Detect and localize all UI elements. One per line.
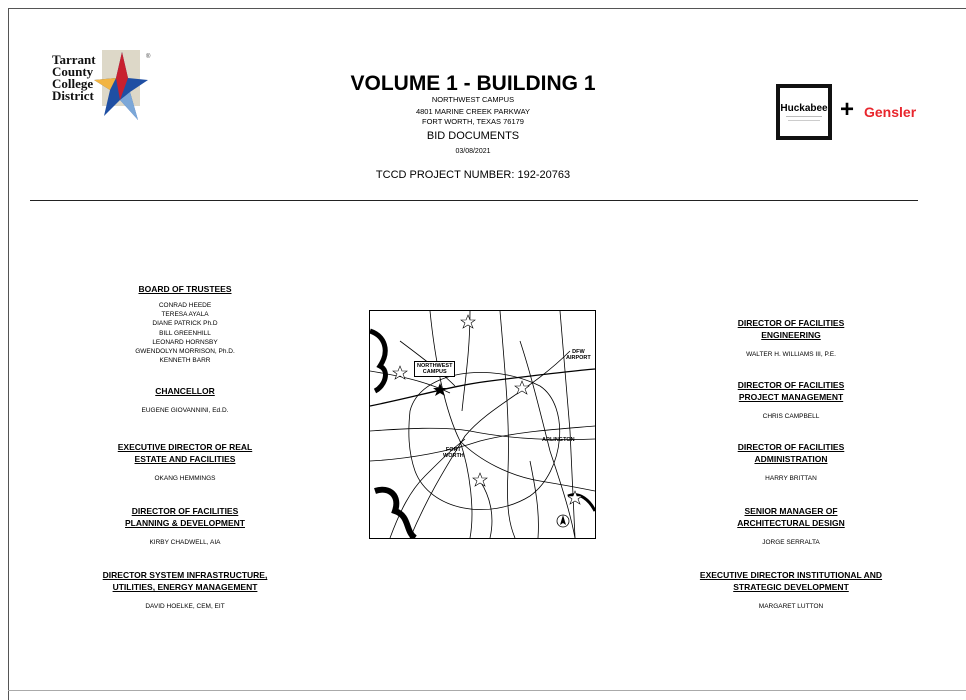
map-label-dfw-airport [566,349,591,361]
trustee-name: KENNETH BARR [159,357,211,365]
campus-name: NORTHWEST CAMPUS [431,95,515,104]
project-number: TCCD PROJECT NUMBER: 192-20763 [375,169,571,181]
bid-documents-label: BID DOCUMENTS [426,130,520,142]
board-of-trustees-section [70,283,300,365]
section-heading-line: ARCHITECTURAL DESIGN [737,518,845,528]
map-label-line: NORTHWEST [417,363,453,369]
street-address: 4801 MARINE CREEK PARKWAY [415,107,531,116]
person-name: WALTER H. WILLIAMS III, P.E. [746,351,836,358]
map-label-line: CAMPUS [422,369,447,375]
section-heading-line: UTILITIES, ENERGY MANAGEMENT [112,582,258,592]
map-label-line: DFW [572,349,585,355]
trustee-name: CONRAD HEEDE [158,302,212,309]
logo-tagline-line [786,116,822,117]
page-border-top [8,8,966,9]
person-name: KIRBY CHADWELL, AIA [149,539,221,546]
senior-manager-design-section [676,505,906,546]
logo-line: County [52,64,94,79]
location-map [369,310,596,539]
trustee-name: TERESA AYALA [161,311,209,319]
registered-mark: ® [146,54,151,60]
section-heading-line: ADMINISTRATION [754,454,828,464]
map-label-northwest-campus [414,361,455,377]
person-name: DAVID HOELKE, CEM, EIT [145,603,225,610]
road-network [370,311,595,538]
side-margin-note [1,590,7,690]
section-heading-line: DIRECTOR SYSTEM INFRASTRUCTURE, [102,570,268,580]
huckabee-name: Huckabee [780,103,828,114]
exec-director-real-estate-section [70,441,300,482]
section-heading-line: EXECUTIVE DIRECTOR OF REAL [117,442,253,452]
section-heading-line: PLANNING & DEVELOPMENT [125,518,245,528]
section-heading-line: DIRECTOR OF FACILITIES [131,506,239,516]
plus-sign: + [840,96,855,123]
person-name: EUGENE GIOVANNINI, Ed.D. [141,407,229,414]
section-heading-line: STRATEGIC DEVELOPMENT [733,582,849,592]
section-heading-line: ESTATE AND FACILITIES [134,454,236,464]
document-title: VOLUME 1 - BUILDING 1 [350,72,596,95]
section-heading-line: DIRECTOR OF FACILITIES [737,442,845,452]
trustee-name: LEONARD HORNSBY [152,338,218,346]
director-administration-section [676,441,906,482]
logo-line: College [52,76,94,91]
gensler-logo: Gensler [864,104,917,120]
person-name: OKANG HEMMINGS [154,475,216,482]
map-label-line: WORTH [443,453,464,459]
section-heading: BOARD OF TRUSTEES [138,284,232,294]
map-label-arlington: ARLINGTON [542,437,575,443]
trustee-name: BILL GREENHILL [159,329,211,337]
document-date: 03/08/2021 [455,148,491,155]
director-planning-section [70,505,300,546]
section-heading-line: DIRECTOR OF FACILITIES [737,318,845,328]
page-border-bottom [8,690,966,691]
huckabee-logo [776,84,832,140]
section-heading-line: ENGINEERING [761,330,821,340]
logo-line: Tarrant [52,52,96,67]
director-engineering-section [676,317,906,358]
trustee-name: GWENDOLYN MORRISON, Ph.D. [135,348,235,356]
map-label-line: FORT [445,447,461,453]
section-heading-line: DIRECTOR OF FACILITIES [737,380,845,390]
person-name: JORGE SERRALTA [762,539,820,546]
map-label-line: AIRPORT [566,355,591,361]
chancellor-section [70,385,300,414]
person-name: HARRY BRITTAN [765,475,817,482]
map-label-fort-worth [443,447,464,459]
logo-tagline-line [788,120,820,121]
logo-line: District [52,88,94,103]
section-heading: CHANCELLOR [155,386,215,396]
director-project-management-section [676,379,906,420]
header-divider [30,200,918,201]
trustee-list [70,301,300,365]
section-heading-line: PROJECT MANAGEMENT [738,392,844,402]
trustee-name: DIANE PATRICK Ph.D [152,320,218,328]
director-infrastructure-section [70,569,300,610]
person-name: CHRIS CAMPBELL [762,413,820,420]
section-heading-line: EXECUTIVE DIRECTOR INSTITUTIONAL AND [699,570,883,580]
person-name: MARGARET LUTTON [758,603,824,610]
section-heading-line: SENIOR MANAGER OF [744,506,838,516]
city-address: FORT WORTH, TEXAS 76179 [422,117,524,126]
exec-director-institutional-section [676,569,906,610]
